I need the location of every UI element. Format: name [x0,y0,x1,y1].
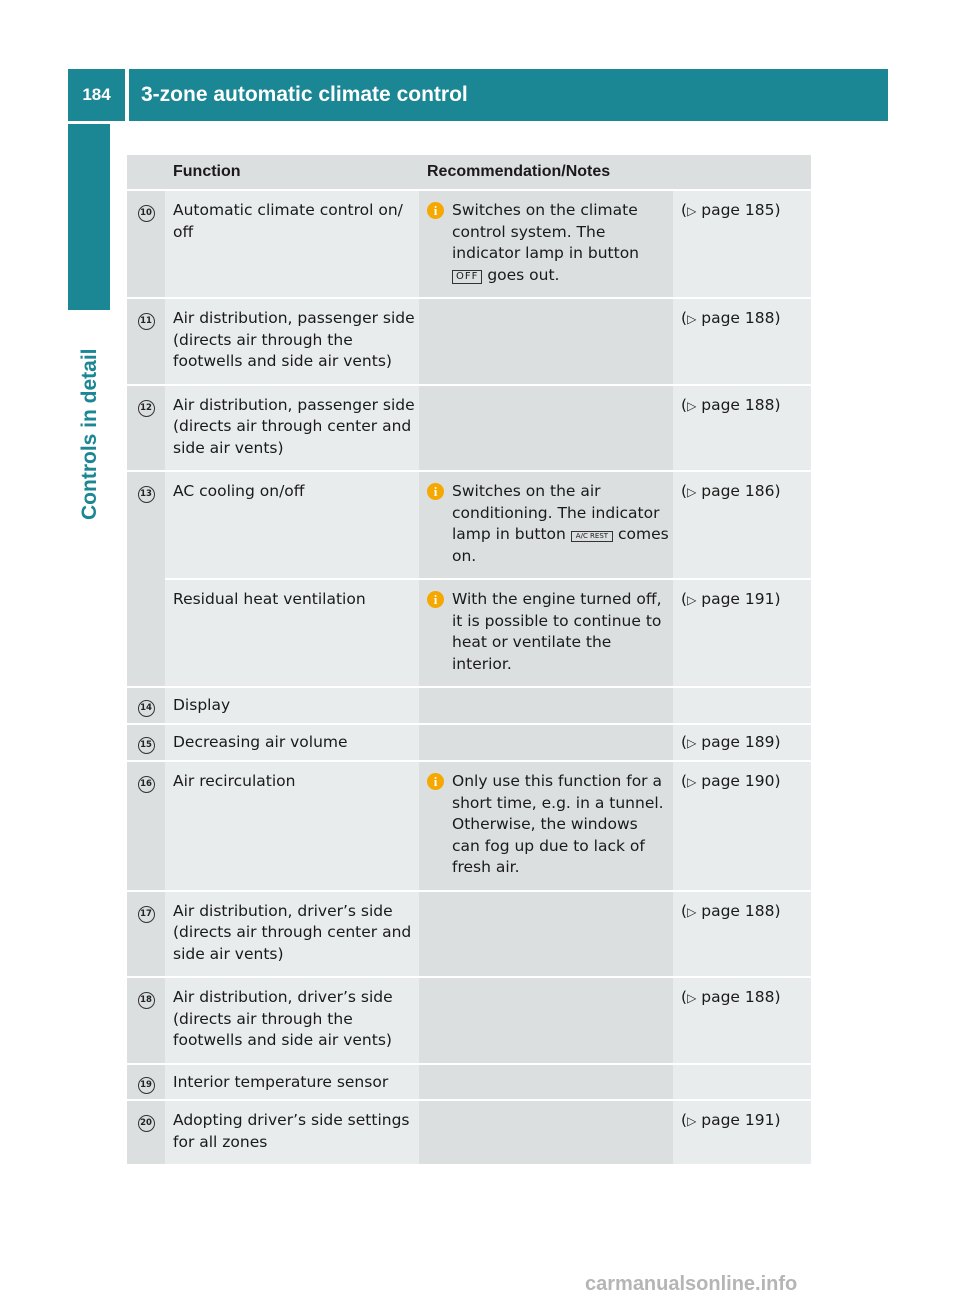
function-cell: Residual heat ventilation [165,579,419,687]
page-reference-link[interactable]: page 189 [701,732,775,751]
triangle-arrow-icon: ▷ [687,204,697,218]
page-reference-link[interactable]: page 188 [701,988,775,1006]
item-number-badge: 16 [138,776,155,793]
page-reference-link[interactable]: page 191 [701,1111,775,1129]
table-row: 20 Adopting driver’s side settings for all zones (▷ page 191) [127,1100,811,1165]
page-reference-link[interactable]: page 191 [701,590,775,608]
item-number-badge: 17 [138,906,155,923]
table-row [127,1064,811,1101]
function-cell: Air distribution, driver’s side (directs air through center and side air vents) [165,891,419,978]
item-number-badge: 11 [138,313,155,330]
section-tab-marker [68,124,110,310]
triangle-arrow-icon: ▷ [687,735,697,750]
page-reference-link[interactable]: page 188 [701,901,775,920]
item-number-badge: 19 [138,1077,155,1094]
function-cell: Display [165,687,419,724]
note-text: goes out. [487,265,560,284]
note [427,589,669,675]
note [427,200,669,286]
triangle-arrow-icon: ▷ [687,1114,697,1128]
note [427,771,669,879]
note [427,481,669,567]
header-function: Function [165,155,419,190]
note-text: With the engine turned off, it is possible to continue to heat or ventilate the interior. [452,590,662,673]
page-reference-link[interactable]: page 186 [701,482,775,500]
triangle-arrow-icon: ▷ [687,485,697,499]
note-text: comes on. [452,525,669,565]
triangle-arrow-icon: ▷ [687,398,697,413]
function-cell: Decreasing air volume [165,724,419,762]
section-side-label: Controls in detail [78,348,101,520]
table-row: 12 Air distribution, passenger side (directs air through center and side air vents) (▷ page 188) [127,385,811,472]
item-number-badge: 13 [138,486,155,503]
off-button-symbol: OFF [452,270,482,284]
note-text: Switches on the air conditioning. The indicator lamp in button [452,482,660,543]
table-row: 11 Air distribution, passenger side (directs air through the footwells and side air vents) (▷ page 188) [127,298,811,385]
item-number-badge: 15 [138,737,155,754]
triangle-arrow-icon: ▷ [687,312,697,326]
header-recommendation: Recommendation/Notes [419,155,673,190]
item-number-badge: 20 [138,1115,155,1132]
header-blank [127,155,165,190]
item-number-badge: 14 [138,700,155,717]
item-number-badge: 12 [138,400,155,417]
item-number-badge: 10 [138,205,155,222]
page-reference-link[interactable]: page 190 [701,772,775,790]
info-icon: i [427,483,444,500]
table-row: 17 Air distribution, driver’s side (directs air through center and side air vents) (▷ page 188) [127,891,811,978]
info-icon: i [427,773,444,790]
function-cell: Air distribution, passenger side (directs air through the footwells and side air vents) [165,298,419,385]
info-icon: i [427,591,444,608]
page-number: 184 [68,69,125,121]
function-cell: Air recirculation [165,761,419,891]
page-reference-link[interactable]: page 185 [701,201,775,219]
triangle-arrow-icon: ▷ [687,904,697,919]
table-row: Residual heat ventilation i With the engine turned off, it is possible to continue to heat or ventilate the interior. (▷ page 191) [127,579,811,687]
table-row: 18 Air distribution, driver’s side (directs air through the footwells and side air vents) (▷ page 188) [127,977,811,1064]
page-title: 3-zone automatic climate control [129,69,888,121]
note-text: Only use this function for a short time, e.g. in a tunnel. Otherwise, the windows can fog up due to lack of fresh air. [452,772,664,876]
note-text: Switches on the climate control system. The indicator lamp in button [452,201,640,262]
page-reference-link[interactable]: page 188 [701,395,775,414]
function-cell: Interior temperature sensor [165,1064,419,1101]
function-table [127,155,811,1166]
page-reference-link[interactable]: page 188 [701,309,775,327]
triangle-arrow-icon: ▷ [687,991,697,1005]
function-cell: Air distribution, passenger side (directs air through center and side air vents) [165,385,419,472]
item-number-badge: 18 [138,992,155,1009]
table-row: 13 AC cooling on/off i Switches on the air conditioning. The indicator lamp in button A/C REST comes on. (▷ page 186) [127,471,811,579]
info-icon: i [427,202,444,219]
watermark: carmanualsonline.info [585,1273,798,1295]
table-header-row [127,155,811,190]
function-cell: Air distribution, driver’s side (directs air through the footwells and side air vents) [165,977,419,1064]
table-row: 16 Air recirculation i Only use this function for a short time, e.g. in a tunnel. Otherwise, the windows can fog up due to lack of fresh air. (▷ page 190) [127,761,811,891]
header-ref [673,155,811,190]
function-cell: Automatic climate control on/ off [165,190,419,298]
table-row: 15 Decreasing air volume (▷ page 189) [127,724,811,762]
triangle-arrow-icon: ▷ [687,593,697,607]
triangle-arrow-icon: ▷ [687,775,697,789]
table-row: 10 Automatic climate control on/ off i Switches on the climate control system. The indicator lamp in button OFF goes out. (▷ page 185) [127,190,811,298]
function-cell: AC cooling on/off [165,471,419,579]
table-row [127,687,811,724]
ac-button-symbol: A/C REST [571,531,613,542]
function-cell: Adopting driver’s side settings for all zones [165,1100,419,1165]
